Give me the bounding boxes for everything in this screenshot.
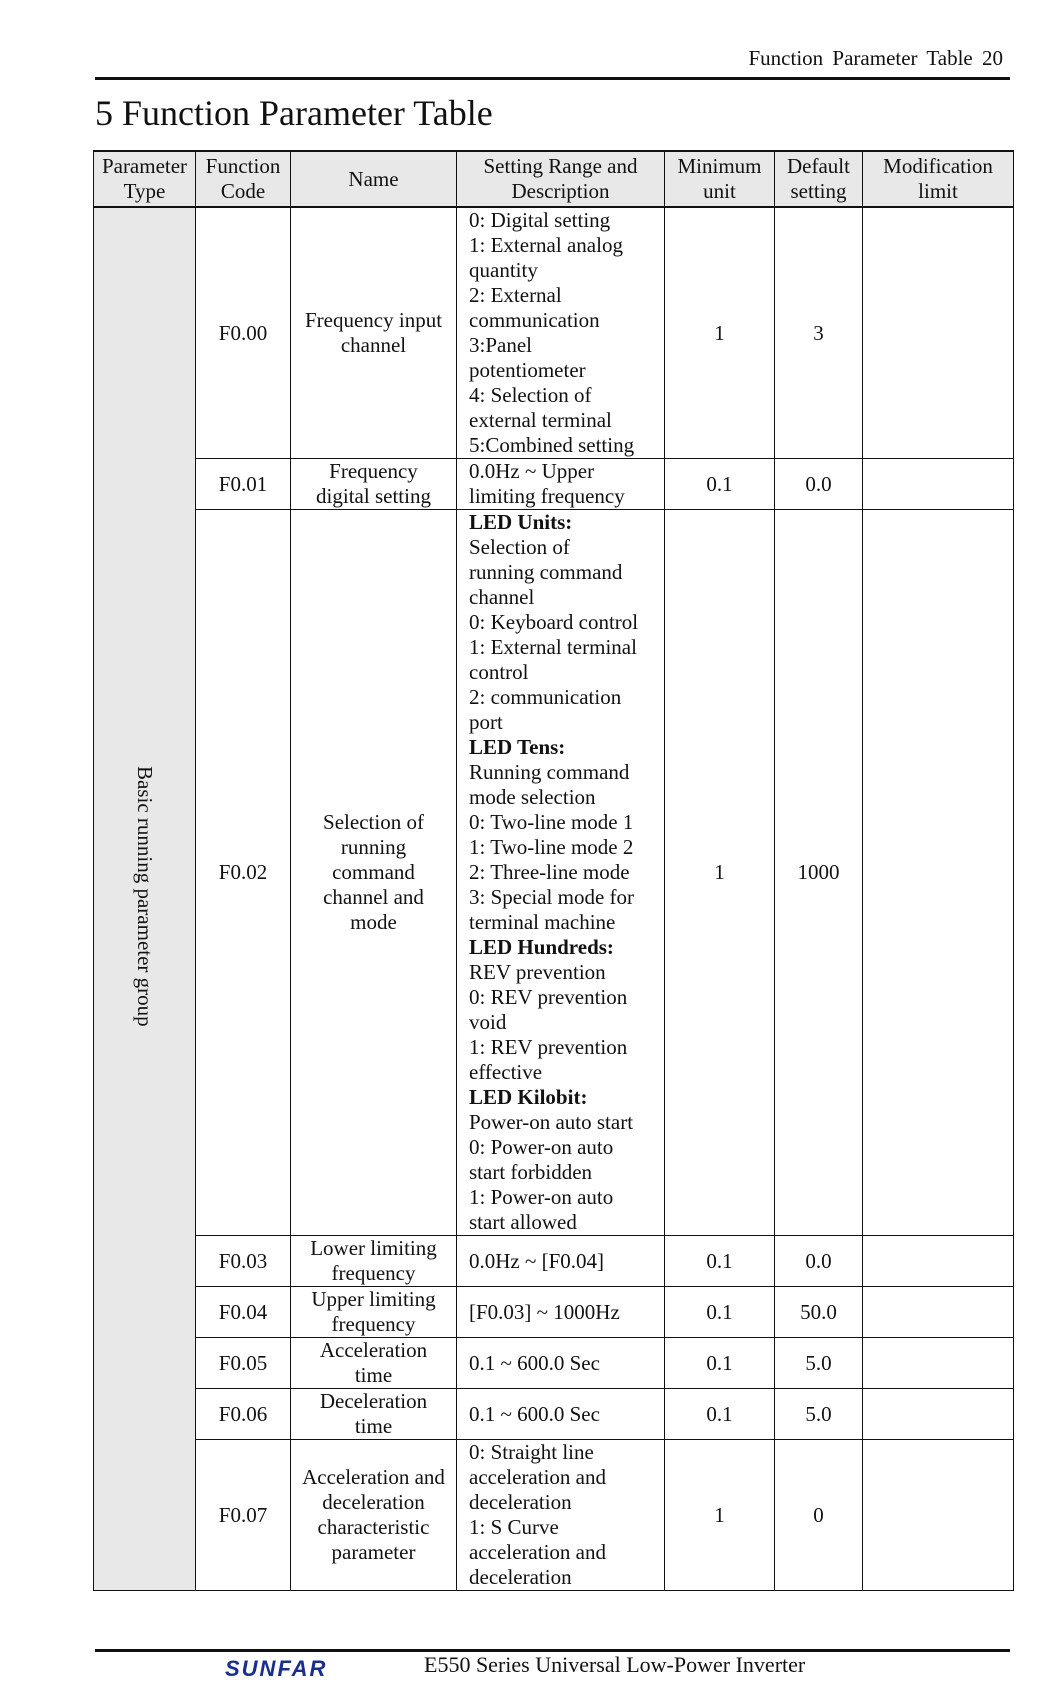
header-default-setting bbox=[775, 151, 863, 207]
name-cell bbox=[291, 510, 457, 1236]
description-line: limiting frequency bbox=[469, 484, 625, 508]
modification-limit-cell bbox=[863, 1236, 1014, 1287]
setting-range-cell bbox=[457, 1389, 665, 1440]
header-line: Name bbox=[348, 166, 399, 191]
description-line: 3:Panel bbox=[469, 333, 532, 357]
description-line: Selection of bbox=[469, 535, 570, 559]
description-line: terminal machine bbox=[469, 910, 616, 934]
function-code-cell: F0.06 bbox=[196, 1389, 291, 1440]
header-setting-range bbox=[457, 151, 665, 207]
description-line: external terminal bbox=[469, 408, 612, 432]
description-line: Running command bbox=[469, 760, 630, 784]
header-line: Description bbox=[511, 179, 610, 203]
description-line: 0: Digital setting bbox=[469, 208, 611, 232]
table-header-row bbox=[94, 151, 1014, 207]
description-line: 1: REV prevention bbox=[469, 1035, 628, 1059]
name-line: digital setting bbox=[316, 484, 431, 508]
header-function-code bbox=[196, 151, 291, 207]
description-line: quantity bbox=[469, 258, 538, 282]
name-line: parameter bbox=[331, 1540, 416, 1564]
name-line: frequency bbox=[331, 1312, 416, 1336]
minimum-unit-cell: 1 bbox=[665, 207, 775, 459]
table-row bbox=[94, 1440, 1014, 1591]
header-rule bbox=[95, 77, 1010, 80]
minimum-unit-cell: 1 bbox=[665, 510, 775, 1236]
setting-range-cell bbox=[457, 1236, 665, 1287]
description-line: 2: External bbox=[469, 283, 562, 307]
table-row bbox=[94, 1338, 1014, 1389]
description-line: 1: External analog bbox=[469, 233, 623, 257]
name-line: Frequency bbox=[329, 459, 418, 483]
minimum-unit-cell: 1 bbox=[665, 1440, 775, 1591]
name-cell bbox=[291, 1440, 457, 1591]
header-line: Type bbox=[123, 179, 166, 203]
header-line: setting bbox=[790, 179, 847, 203]
description-line: port bbox=[469, 710, 503, 734]
name-line: Selection of bbox=[323, 810, 424, 834]
description-line: 0: Straight line bbox=[469, 1440, 594, 1464]
description-line: 0.0Hz ~ Upper bbox=[469, 459, 595, 483]
setting-range-cell bbox=[457, 1440, 665, 1591]
header-line: Default bbox=[787, 154, 850, 178]
name-line: frequency bbox=[331, 1261, 416, 1285]
header-parameter-type bbox=[94, 151, 196, 207]
name-cell bbox=[291, 459, 457, 510]
header-minimum-unit bbox=[665, 151, 775, 207]
setting-range-cell bbox=[457, 510, 665, 1236]
name-line: running bbox=[340, 835, 407, 859]
description-line: start forbidden bbox=[469, 1160, 593, 1184]
table-body bbox=[94, 207, 1014, 1591]
description-line: 1: Power-on auto bbox=[469, 1185, 614, 1209]
header-line: Modification bbox=[883, 154, 993, 178]
modification-limit-cell bbox=[863, 207, 1014, 459]
description-line: [F0.03] ~ 1000Hz bbox=[469, 1299, 620, 1324]
minimum-unit-cell: 0.1 bbox=[665, 459, 775, 510]
modification-limit-cell bbox=[863, 1440, 1014, 1591]
name-line: Upper limiting bbox=[311, 1287, 436, 1311]
description-heading: LED Kilobit: bbox=[469, 1085, 588, 1109]
default-setting-cell: 0 bbox=[775, 1440, 863, 1591]
name-line: mode bbox=[350, 910, 397, 934]
default-setting-cell: 5.0 bbox=[775, 1389, 863, 1440]
description-line: Power-on auto start bbox=[469, 1110, 634, 1134]
name-line: Deceleration bbox=[319, 1389, 428, 1413]
function-code-cell: F0.05 bbox=[196, 1338, 291, 1389]
modification-limit-cell bbox=[863, 1287, 1014, 1338]
description-line: communication bbox=[469, 308, 600, 332]
table-row bbox=[94, 1287, 1014, 1338]
description-heading: LED Tens: bbox=[469, 735, 566, 759]
function-code-cell: F0.01 bbox=[196, 459, 291, 510]
parameter-type-cell bbox=[94, 207, 196, 1591]
default-setting-cell: 3 bbox=[775, 207, 863, 459]
name-cell bbox=[291, 207, 457, 459]
name-line: time bbox=[354, 1363, 393, 1387]
description-line: 0: Keyboard control bbox=[469, 610, 639, 634]
function-code-cell: F0.02 bbox=[196, 510, 291, 1236]
description-line: acceleration and bbox=[469, 1540, 606, 1564]
description-line: potentiometer bbox=[469, 358, 586, 382]
modification-limit-cell bbox=[863, 1338, 1014, 1389]
minimum-unit-cell: 0.1 bbox=[665, 1338, 775, 1389]
footer-title: E550 Series Universal Low-Power Inverter bbox=[424, 1652, 806, 1677]
default-setting-cell: 0.0 bbox=[775, 459, 863, 510]
header-line: Setting Range and bbox=[483, 154, 638, 178]
function-code-cell: F0.03 bbox=[196, 1236, 291, 1287]
default-setting-cell: 1000 bbox=[775, 510, 863, 1236]
description-line: 2: Three-line mode bbox=[469, 860, 630, 884]
setting-range-cell bbox=[457, 1338, 665, 1389]
description-line: 0.1 ~ 600.0 Sec bbox=[469, 1401, 600, 1426]
table-row bbox=[94, 207, 1014, 459]
function-parameter-table bbox=[93, 150, 1014, 1591]
table-row bbox=[94, 459, 1014, 510]
description-line: control bbox=[469, 660, 529, 684]
description-heading: LED Units: bbox=[469, 510, 573, 534]
name-cell bbox=[291, 1236, 457, 1287]
default-setting-cell: 50.0 bbox=[775, 1287, 863, 1338]
sunfar-logo: SUNFAR bbox=[225, 1656, 328, 1681]
modification-limit-cell bbox=[863, 1389, 1014, 1440]
name-line: Acceleration and bbox=[302, 1465, 445, 1489]
name-cell bbox=[291, 1287, 457, 1338]
name-line: Lower limiting bbox=[310, 1236, 437, 1260]
description-line: 1: S Curve bbox=[469, 1515, 559, 1539]
running-header: Function Parameter Table 20 bbox=[748, 46, 1003, 70]
header-name bbox=[291, 151, 457, 207]
description-line: 4: Selection of bbox=[469, 383, 592, 407]
default-setting-cell: 0.0 bbox=[775, 1236, 863, 1287]
description-line: 5:Combined setting bbox=[469, 433, 635, 457]
function-code-cell: F0.04 bbox=[196, 1287, 291, 1338]
description-line: 0.0Hz ~ [F0.04] bbox=[469, 1248, 605, 1273]
name-cell bbox=[291, 1338, 457, 1389]
header-line: Function bbox=[205, 154, 281, 178]
modification-limit-cell bbox=[863, 510, 1014, 1236]
table-row bbox=[94, 510, 1014, 1236]
name-line: Frequency input bbox=[304, 308, 443, 332]
table-row bbox=[94, 1236, 1014, 1287]
header-line: unit bbox=[703, 179, 736, 203]
description-line: 2: communication bbox=[469, 685, 622, 709]
name-line: characteristic bbox=[317, 1515, 430, 1539]
header-modification-limit bbox=[863, 151, 1014, 207]
modification-limit-cell bbox=[863, 459, 1014, 510]
description-line: running command bbox=[469, 560, 623, 584]
header-line: Minimum bbox=[677, 154, 762, 178]
name-cell bbox=[291, 1389, 457, 1440]
name-line: deceleration bbox=[322, 1490, 425, 1514]
name-line: command bbox=[332, 860, 415, 884]
default-setting-cell: 5.0 bbox=[775, 1338, 863, 1389]
description-line: 0.1 ~ 600.0 Sec bbox=[469, 1350, 600, 1375]
description-line: 1: External terminal bbox=[469, 635, 637, 659]
minimum-unit-cell: 0.1 bbox=[665, 1287, 775, 1338]
description-line: 0: Power-on auto bbox=[469, 1135, 614, 1159]
header-line: limit bbox=[918, 179, 958, 203]
table-row bbox=[94, 1389, 1014, 1440]
description-line: deceleration bbox=[469, 1490, 572, 1514]
minimum-unit-cell: 0.1 bbox=[665, 1236, 775, 1287]
section-title: 5 Function Parameter Table bbox=[95, 93, 493, 133]
description-heading: LED Hundreds: bbox=[469, 935, 614, 959]
header-line: Parameter bbox=[101, 154, 188, 178]
description-line: 0: REV prevention bbox=[469, 985, 628, 1009]
function-code-cell: F0.00 bbox=[196, 207, 291, 459]
function-code-cell: F0.07 bbox=[196, 1440, 291, 1591]
description-line: 0: Two-line mode 1 bbox=[469, 810, 634, 834]
name-line: time bbox=[354, 1414, 393, 1438]
setting-range-cell bbox=[457, 459, 665, 510]
name-line: Acceleration bbox=[319, 1338, 428, 1362]
name-line: channel bbox=[340, 333, 407, 357]
header-line: Code bbox=[220, 179, 266, 203]
name-line: channel and bbox=[323, 885, 424, 909]
description-line: channel bbox=[469, 585, 535, 609]
description-line: void bbox=[469, 1010, 507, 1034]
parameter-group-label: Basic running parameter group bbox=[133, 765, 157, 1027]
description-line: start allowed bbox=[469, 1210, 577, 1234]
description-line: acceleration and bbox=[469, 1465, 606, 1489]
minimum-unit-cell: 0.1 bbox=[665, 1389, 775, 1440]
description-line: deceleration bbox=[469, 1565, 572, 1589]
description-line: 3: Special mode for bbox=[469, 885, 635, 909]
description-line: mode selection bbox=[469, 785, 596, 809]
setting-range-cell bbox=[457, 1287, 665, 1338]
description-line: 1: Two-line mode 2 bbox=[469, 835, 634, 859]
setting-range-cell bbox=[457, 207, 665, 459]
description-line: REV prevention bbox=[469, 960, 606, 984]
description-line: effective bbox=[469, 1060, 543, 1084]
